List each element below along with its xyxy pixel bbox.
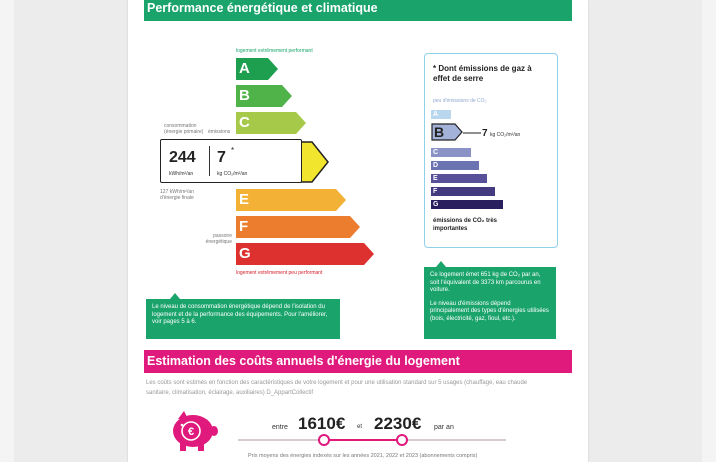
emissions-unit: kg CO₂/m²/an: [217, 171, 248, 177]
energy-performance-header: Performance énergétique et climatique: [144, 0, 572, 21]
gas-class-b-letter: B: [434, 124, 445, 140]
gas-emissions-title: * Dont émissions de gaz à effet de serre: [433, 64, 532, 83]
consumption-value: 244: [169, 149, 196, 166]
energy-class-b-letter: B: [239, 87, 250, 104]
final-energy-note: 127 kWh/m²/an d'énergie finale: [160, 189, 194, 201]
energy-class-g-letter: G: [239, 245, 251, 262]
emissions-label: émissions: [208, 129, 231, 135]
and-label: et: [357, 424, 363, 430]
energy-class-c-letter: C: [239, 114, 250, 131]
costs-intro: Les coûts sont estimés en fonction des caractéristiques de votre logement et pour une utilisation standard sur 5 usages (chauffage, eau chaude sanitaire, climatisation, éclairage, auxiliaires) D_AppartCollectif: [146, 380, 528, 396]
energy-class-c: [236, 112, 306, 134]
gas-value: 7: [482, 128, 488, 139]
energy-callout-text: Le niveau de consommation énergétique dépend de l'isolation du logement et de la performance des équipements. Pour l'améliorer, voir pages 5 à 6.: [152, 304, 328, 325]
gas-class-a: [431, 110, 451, 119]
gas-callout-text-1: Ce logement émet 651 kg de CO₂ par an, soit l'équivalent de 3373 km parcourus en voiture.: [430, 272, 541, 293]
energy-class-f: [236, 216, 360, 238]
top-performance-label: logement extrêmement performant: [236, 48, 313, 54]
dpe-page: [128, 0, 588, 462]
gas-class-c: [431, 148, 471, 157]
gas-class-f: [431, 187, 495, 196]
gas-class-g-letter: G: [433, 201, 439, 208]
gas-unit: kg CO₂/m²/an: [490, 132, 521, 138]
cost-range-fill: [324, 439, 402, 441]
gas-class-d: [431, 161, 479, 170]
svg-text:€: €: [187, 426, 195, 438]
left-page-edge: [0, 0, 14, 462]
gas-class-f-letter: F: [433, 188, 438, 195]
right-page-edge: [702, 0, 716, 462]
emissions-value: 7: [217, 149, 226, 166]
energy-class-a-letter: A: [239, 60, 250, 77]
cost-high-marker: [396, 434, 408, 446]
between-label: entre: [272, 424, 288, 431]
consumption-separator: [209, 146, 210, 176]
energy-class-b: [236, 85, 292, 107]
consumption-label: consommation (énergie primaire): [164, 123, 204, 135]
energy-callout-notch: [170, 293, 180, 299]
energy-class-a: [236, 58, 278, 80]
gas-class-e-letter: E: [433, 175, 438, 182]
gas-class-b-current: [431, 123, 463, 141]
gas-callout-text-2: Le niveau d'émissions dépend principalement des types d'énergies utilisées (bois, électricité, gaz, fioul, etc.).: [430, 300, 549, 322]
emissions-star: *: [231, 146, 235, 155]
gas-callout: [424, 267, 556, 339]
gas-class-g: [431, 200, 503, 209]
gas-class-d-letter: D: [433, 162, 439, 169]
passive-note: passoire énergétique: [205, 233, 232, 245]
consumption-box: [160, 139, 302, 183]
per-year-label: par an: [434, 424, 454, 431]
gas-value-connector: [463, 132, 481, 134]
energy-class-e: [236, 189, 346, 211]
cost-low-marker: [318, 434, 330, 446]
costs-footnote: Prix moyens des énergies indexés sur les années 2021, 2022 et 2023 (abonnements compris): [248, 453, 478, 459]
gas-class-c-letter: C: [433, 149, 439, 156]
gas-class-e: [431, 174, 487, 183]
cost-high: 2230€: [374, 414, 422, 433]
consumption-unit: kWh/m²/an: [169, 171, 194, 177]
costs-header: Estimation des coûts annuels d'énergie du logement: [144, 350, 572, 373]
cost-low: 1610€: [298, 414, 346, 433]
energy-class-e-letter: E: [239, 191, 250, 208]
gas-bottom-label: émissions de CO₂ très importantes: [433, 218, 498, 232]
gas-class-a-letter: A: [433, 111, 439, 118]
energy-class-f-letter: F: [239, 218, 249, 235]
bottom-performance-label: logement extrêmement peu performant: [236, 270, 323, 276]
gas-top-label: peu d'émissions de CO₂: [433, 98, 487, 104]
energy-class-g: [236, 243, 374, 265]
gas-callout-notch: [436, 261, 446, 267]
piggy-bank-icon: [164, 405, 220, 455]
gas-emissions-box: [424, 53, 558, 248]
energy-callout: [146, 299, 340, 339]
